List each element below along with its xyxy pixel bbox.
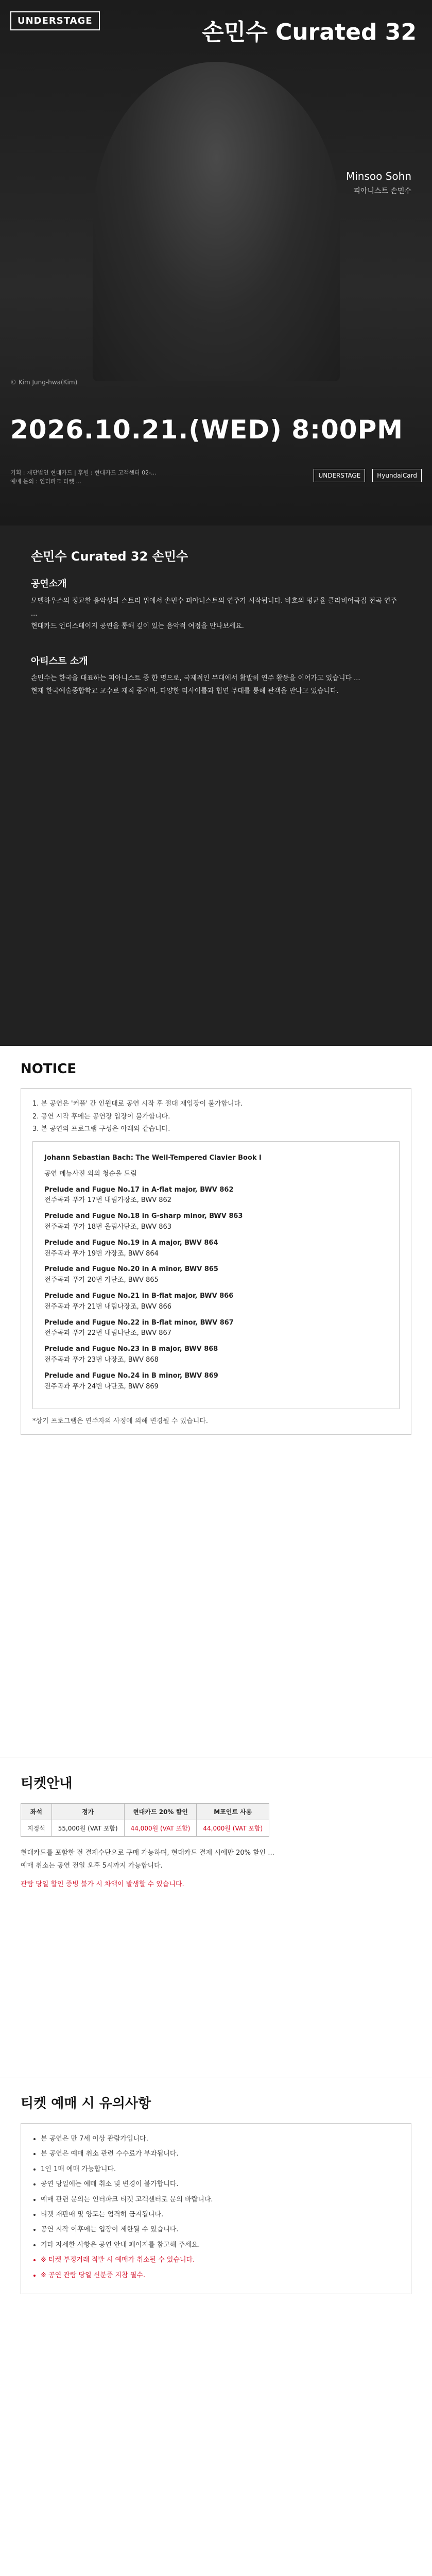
booking-item: • 티켓 재판매 및 양도는 엄격히 금지됩니다.: [41, 2209, 400, 2221]
intro-heading: 손민수 Curated 32 손민수: [31, 549, 188, 564]
photo-credit: © Kim Jung-hwa(Kim): [10, 379, 78, 386]
hyundaicard-logo: HyundaiCard: [372, 469, 422, 482]
program-header: Johann Sebastian Bach: The Well-Tempered Clavier Book I: [44, 1154, 262, 1162]
booking-red-item: • ※ 티켓 부정거래 적발 시 예매가 취소될 수 있습니다.: [41, 2254, 400, 2266]
program-ko: 전주곡과 푸가 21번 내림나장조, BWV 866: [44, 1302, 172, 1311]
program-item: [44, 1371, 388, 1393]
program-en: Prelude and Fugue No.19 in A major, BWV 864: [44, 1239, 218, 1247]
intro-section: [0, 526, 432, 1046]
program-list: [32, 1141, 400, 1409]
booking-item: • 1인 1매 예매 가능합니다.: [41, 2163, 400, 2175]
notice-title: NOTICE: [21, 1061, 77, 1077]
booking-box: [21, 2123, 411, 2294]
booking-title: 티켓 예매 시 유의사항: [21, 2096, 151, 2111]
program-subheader: 공연 메뉴사진 외의 청순을 드림: [44, 1170, 137, 1178]
program-ko: 전주곡과 푸가 17번 내림가장조, BWV 862: [44, 1196, 172, 1205]
notice-section: [0, 1046, 432, 1757]
program-en: Prelude and Fugue No.20 in A minor, BWV 865: [44, 1265, 218, 1274]
ticket-red-note: 관람 당일 할인 증빙 불가 시 차액이 발생할 수 있습니다.: [21, 1880, 184, 1889]
seat-type: 지정석: [21, 1820, 52, 1837]
mpoint-price: 44,000원 (VAT 포함): [197, 1820, 269, 1837]
notice-line-1: 1. 본 공연은 '커플' 간 인원대로 공연 시작 후 절대 재입장이 불가합니다.: [32, 1100, 243, 1108]
booking-item: • 예매 관련 문의는 인터파크 티켓 고객센터로 문의 바랍니다.: [41, 2194, 400, 2206]
price-col-header: M포인트 사용: [197, 1804, 269, 1820]
booking-item: • 기타 자세한 사항은 공연 안내 페이지를 참고해 주세요.: [41, 2239, 400, 2251]
program-item: [44, 1238, 388, 1260]
program-item: [44, 1291, 388, 1313]
ticket-text: 현대카드를 포함한 전 결제수단으로 구매 가능하며, 현대카드 결제 시에만 20% 할인 ... 예매 취소는 공연 전일 오후 5시까지 가능합니다.: [21, 1849, 274, 1870]
hero-footer: [10, 469, 422, 486]
program-ko: 전주곡과 푸가 22번 내림나단조, BWV 867: [44, 1329, 172, 1337]
concert-date: 2026.10.21.(WED) 8:00PM: [10, 415, 403, 445]
program-note: *상기 프로그램은 연주자의 사정에 의해 변경될 수 있습니다.: [32, 1417, 208, 1426]
booking-item: • 공연 당일에는 예매 취소 및 변경이 불가합니다.: [41, 2178, 400, 2190]
program-ko: 전주곡과 푸가 18번 올림사단조, BWV 863: [44, 1223, 172, 1231]
booking-item: • 본 공연은 만 7세 이상 관람가입니다.: [41, 2133, 400, 2145]
notice-line-2: 2. 공연 시작 후에는 공연장 입장이 불가합니다.: [32, 1112, 170, 1121]
artist-intro-text: 손민수는 한국을 대표하는 피아니스트 중 한 명으로, 국제적인 무대에서 활발히 연주 활동을 이어가고 있습니다 ... 현재 한국예술종합학교 교수로 재직 중이며, 다양한 리사이틀과 협연 무대를 통해 관객을 만나고 있습니다.: [31, 674, 360, 695]
program-item: [44, 1185, 388, 1207]
notice-box: [21, 1088, 411, 1435]
program-en: Prelude and Fugue No.22 in B-flat minor, BWV 867: [44, 1318, 234, 1327]
perf-intro-title: 공연소개: [31, 579, 67, 589]
artist-photo: [93, 62, 340, 381]
booking-red-item: • ※ 공연 관람 당일 신분증 지참 필수.: [41, 2269, 400, 2281]
program-item: [44, 1211, 388, 1233]
regular-price: 55,000원 (VAT 포함): [51, 1820, 124, 1837]
program-item: [44, 1344, 388, 1366]
program-ko: 전주곡과 푸가 20번 가단조, BWV 865: [44, 1276, 159, 1284]
price-row: [21, 1820, 269, 1837]
notice-line-3: 3. 본 공연의 프로그램 구성은 아래와 같습니다.: [32, 1125, 170, 1133]
price-col-header: 좌석: [21, 1804, 52, 1820]
program-en: Prelude and Fugue No.23 in B major, BWV 868: [44, 1345, 218, 1353]
price-col-header: 정가: [51, 1804, 124, 1820]
artist-intro-title: 아티스트 소개: [31, 656, 88, 667]
ticket-title: 티켓안내: [21, 1776, 73, 1791]
discount-price: 44,000원 (VAT 포함): [124, 1820, 197, 1837]
program-item: [44, 1264, 388, 1286]
price-table: [21, 1803, 269, 1837]
program-ko: 전주곡과 푸가 23번 나장조, BWV 868: [44, 1356, 159, 1364]
program-en: Prelude and Fugue No.24 in B minor, BWV 869: [44, 1371, 218, 1380]
price-col-header: 현대카드 20% 할인: [124, 1804, 197, 1820]
brand-logo: UNDERSTAGE: [10, 11, 100, 30]
concert-title: 손민수 Curated 32: [202, 19, 417, 45]
ticket-section: [0, 1757, 432, 2077]
footer-text: 기획 : 재단법인 현대카드 | 후원 : 현대카드 고객센터 02-... 예매 문의 : 인터파크 티켓 ...: [10, 469, 157, 485]
booking-section: [0, 2077, 432, 2576]
perf-intro-text: 모델하우스의 정교한 음악성과 스토리 위에서 손민수 피아니스트의 연주가 시작됩니다. 바흐의 평균율 클라비어곡집 전곡 연주 ... 현대카드 언더스테이지 공연을 통해 깊이 있는 음악적 여정을 만나보세요.: [31, 597, 397, 631]
program-en: Prelude and Fugue No.17 in A-flat major, BWV 862: [44, 1185, 234, 1194]
artist-name-block: [346, 170, 411, 196]
artist-name-ko: 피아니스트 손민수: [353, 187, 411, 195]
understage-logo: UNDERSTAGE: [314, 469, 365, 482]
program-ko: 전주곡과 푸가 19번 가장조, BWV 864: [44, 1249, 159, 1258]
booking-item: • 본 공연은 예매 취소 관련 수수료가 부과됩니다.: [41, 2148, 400, 2160]
program-item: [44, 1318, 388, 1340]
program-en: Prelude and Fugue No.18 in G-sharp minor, BWV 863: [44, 1212, 243, 1221]
program-en: Prelude and Fugue No.21 in B-flat major, BWV 866: [44, 1292, 234, 1300]
artist-name-en: Minsoo Sohn: [345, 170, 411, 182]
hero-poster: [0, 0, 432, 526]
program-ko: 전주곡과 푸가 24번 나단조, BWV 869: [44, 1382, 159, 1391]
booking-item: • 공연 시작 이후에는 입장이 제한될 수 있습니다.: [41, 2224, 400, 2235]
